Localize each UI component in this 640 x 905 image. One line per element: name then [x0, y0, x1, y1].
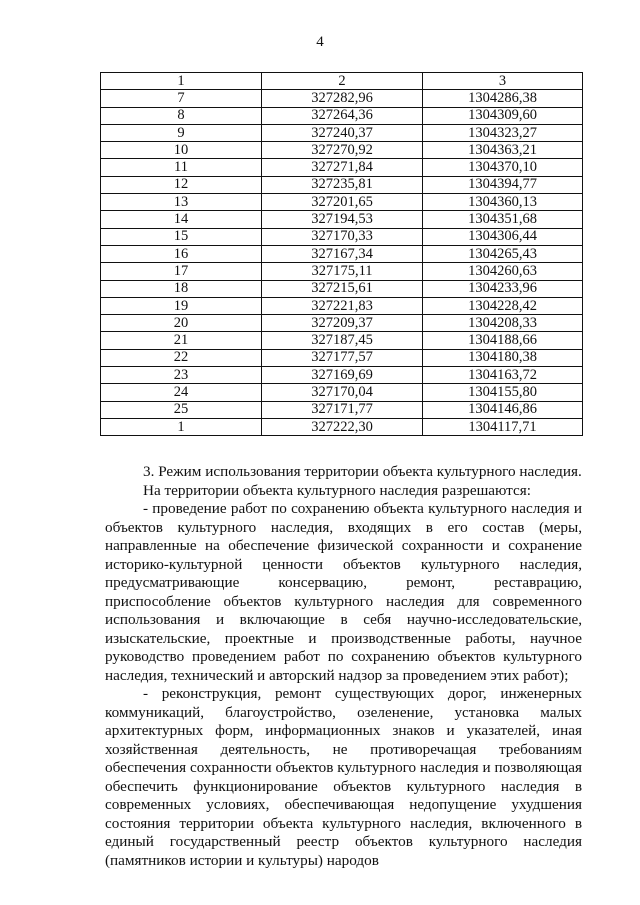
table-cell: 1304351,68: [423, 211, 583, 228]
page-number: 4: [316, 34, 324, 50]
table-cell: 22: [101, 349, 262, 366]
section-heading: 3. Режим использования территории объекта культурного наследия.: [143, 463, 582, 480]
table-row: [101, 332, 583, 349]
table-cell: 23: [101, 367, 262, 384]
table-cell: 327222,30: [262, 418, 423, 435]
table-cell: 1304265,43: [423, 245, 583, 262]
paragraph: - реконструкция, ремонт существующих дорог, инженерных коммуникаций, благоустройство, озеленение, установка малых архитектурных форм, информационных знаков и указателей, иная хозяйственная деятельность, не противоречащая требованиям обеспечения сохранности объектов культурного наследия и позволяющая обеспечить функционирование объектов культурного наследия в современных условиях, обеспечивающая недопущение ухудшения состояния территории объекта культурного наследия, включенного в единый государственный реестр объектов культурного наследия (памятников истории и культуры) народов: [105, 685, 582, 869]
table-row: [101, 297, 583, 314]
table-cell: 327194,53: [262, 211, 423, 228]
table-cell: 327171,77: [262, 401, 423, 418]
table-cell: 1304260,63: [423, 263, 583, 280]
coordinates-table: [100, 72, 583, 436]
table-cell: 327209,37: [262, 315, 423, 332]
table-cell: 1304394,77: [423, 176, 583, 193]
table-row: [101, 315, 583, 332]
table-cell: 327271,84: [262, 159, 423, 176]
table-cell: 18: [101, 280, 262, 297]
table-cell: 15: [101, 228, 262, 245]
table-cell: 327270,92: [262, 142, 423, 159]
table-row: [101, 384, 583, 401]
table-cell: 327175,11: [262, 263, 423, 280]
table-cell: 1304363,21: [423, 142, 583, 159]
table-cell: 327169,69: [262, 367, 423, 384]
table-row: [101, 280, 583, 297]
table-cell: 327240,37: [262, 124, 423, 141]
table-cell: 19: [101, 297, 262, 314]
table-cell: 24: [101, 384, 262, 401]
table-row: [101, 367, 583, 384]
table-row: [101, 349, 583, 366]
table-cell: 327177,57: [262, 349, 423, 366]
paragraph: На территории объекта культурного наследия разрешаются:: [143, 481, 531, 499]
table-row: [101, 401, 583, 418]
table-cell: 17: [101, 263, 262, 280]
table-cell: 1304306,44: [423, 228, 583, 245]
paragraph: - проведение работ по сохранению объекта культурного наследия и объектов культурного наследия, входящих в его состав (меры, направленные на обеспечение физической сохранности и сохранение историко-культурной ценности объектов культурного наследия, предусматривающие консервацию, ремонт, реставрацию, приспособление объектов культурного наследия для современного использования и включающие в себя научно-исследовательские, изыскательские, проектные и производственные работы, научное руководство проведением работ по сохранению объектов культурного наследия, технический и авторский надзор за проведением этих работ);: [105, 500, 582, 684]
table-cell: 327201,65: [262, 194, 423, 211]
table-cell: 327167,34: [262, 245, 423, 262]
table-cell: 1: [101, 418, 262, 435]
table-row: [101, 228, 583, 245]
table-cell: 327235,81: [262, 176, 423, 193]
table-cell: 1304323,27: [423, 124, 583, 141]
table-cell: 327215,61: [262, 280, 423, 297]
table-cell: 10: [101, 142, 262, 159]
table-cell: 1304155,80: [423, 384, 583, 401]
table-cell: 25: [101, 401, 262, 418]
table-cell: 21: [101, 332, 262, 349]
table-cell: 1304228,42: [423, 297, 583, 314]
table-cell: 20: [101, 315, 262, 332]
table-cell: 327187,45: [262, 332, 423, 349]
coordinates-table-body: [101, 73, 583, 436]
table-header-cell: 3: [423, 73, 583, 90]
table-row: [101, 263, 583, 280]
document-body: [105, 463, 582, 870]
table-cell: 1304146,86: [423, 401, 583, 418]
table-cell: 1304188,66: [423, 332, 583, 349]
table-cell: 12: [101, 176, 262, 193]
table-row: [101, 245, 583, 262]
table-cell: 11: [101, 159, 262, 176]
table-cell: 7: [101, 90, 262, 107]
table-row: [101, 194, 583, 211]
table-cell: 9: [101, 124, 262, 141]
table-cell: 16: [101, 245, 262, 262]
table-cell: 1304309,60: [423, 107, 583, 124]
table-row: [101, 211, 583, 228]
table-row: [101, 176, 583, 193]
table-row: [101, 142, 583, 159]
table-row: [101, 107, 583, 124]
table-cell: 1304117,71: [423, 418, 583, 435]
table-cell: 327264,36: [262, 107, 423, 124]
table-cell: 1304233,96: [423, 280, 583, 297]
table-header-cell: 2: [262, 73, 423, 90]
table-cell: 13: [101, 194, 262, 211]
table-cell: 327170,33: [262, 228, 423, 245]
table-header-cell: 1: [101, 73, 262, 90]
table-cell: 1304370,10: [423, 159, 583, 176]
table-cell: 8: [101, 107, 262, 124]
table-cell: 1304180,38: [423, 349, 583, 366]
table-header-row: [101, 73, 583, 90]
table-cell: 1304286,38: [423, 90, 583, 107]
table-cell: 327221,83: [262, 297, 423, 314]
table-row: [101, 90, 583, 107]
table-row: [101, 124, 583, 141]
table-cell: 1304163,72: [423, 367, 583, 384]
table-cell: 327170,04: [262, 384, 423, 401]
table-row: [101, 418, 583, 435]
table-cell: 1304208,33: [423, 315, 583, 332]
table-cell: 327282,96: [262, 90, 423, 107]
table-cell: 1304360,13: [423, 194, 583, 211]
table-row: [101, 159, 583, 176]
table-cell: 14: [101, 211, 262, 228]
